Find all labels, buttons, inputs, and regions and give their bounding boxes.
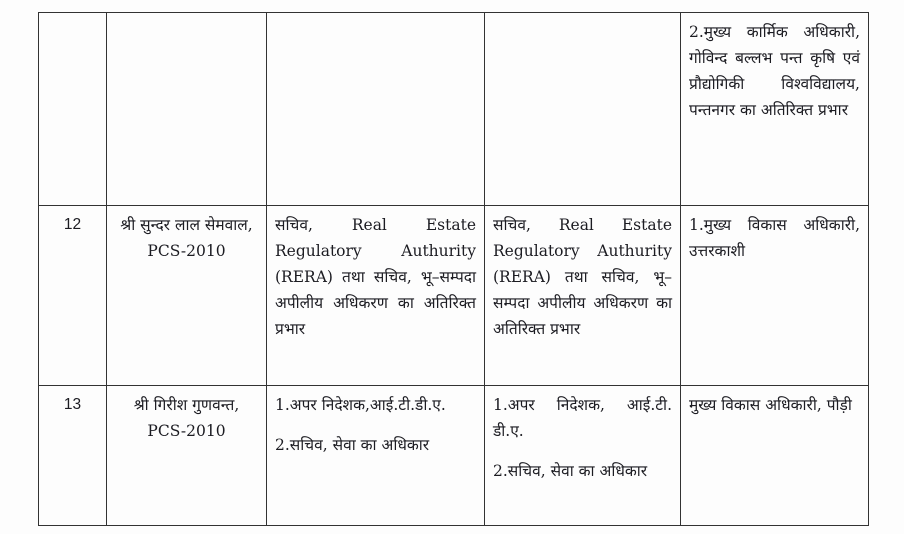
table-row — [39, 206, 869, 386]
posting-line-2: 2.सचिव, सेवा का अधिकार — [275, 436, 430, 454]
cell-name-empty — [107, 13, 267, 206]
serial-number: 12 — [39, 206, 107, 386]
cell-col4-empty — [485, 13, 681, 206]
new-posting — [485, 386, 681, 526]
additional-posting: मुख्य विकास अधिकारी, पौड़ी — [681, 386, 869, 526]
cell-col3-empty — [267, 13, 485, 206]
additional-posting: 1.मुख्य विकास अधिकारी, उत्तरकाशी — [681, 206, 869, 386]
cell-sn-empty — [39, 13, 107, 206]
new-posting: सचिव, Real Estate Regulatory Authurity (RERA) तथा सचिव, भू–सम्पदा अपीलीय अधिकरण का अतिरिक्त प्रभार — [485, 206, 681, 386]
table-row — [39, 386, 869, 526]
serial-number: 13 — [39, 386, 107, 526]
cell-additional-charge: 2.मुख्य कार्मिक अधिकारी, गोविन्द बल्लभ पन्त कृषि एवं प्रौद्योगिकी विश्वविद्यालय, पन्तनगर का अतिरिक्त प्रभार — [681, 13, 869, 206]
line-gap — [493, 444, 672, 458]
posting-line-2: 2.सचिव, सेवा का अधिकार — [493, 462, 648, 480]
current-posting: सचिव, Real Estate Regulatory Authurity (RERA) तथा सचिव, भू–सम्पदा अपीलीय अधिकरण का अतिरिक्त प्रभार — [267, 206, 485, 386]
current-posting — [267, 386, 485, 526]
officer-name: श्री सुन्दर लाल सेमवाल, PCS-2010 — [107, 206, 267, 386]
posting-line-1: 1.अपर निदेशक, आई.टी. डी.ए. — [493, 396, 672, 440]
posting-line-1: 1.अपर निदेशक,आई.टी.डी.ए. — [275, 396, 446, 414]
officer-posting-table — [38, 12, 869, 526]
table-row — [39, 13, 869, 206]
officer-name: श्री गिरीश गुणवन्त, PCS-2010 — [107, 386, 267, 526]
line-gap — [275, 418, 476, 432]
